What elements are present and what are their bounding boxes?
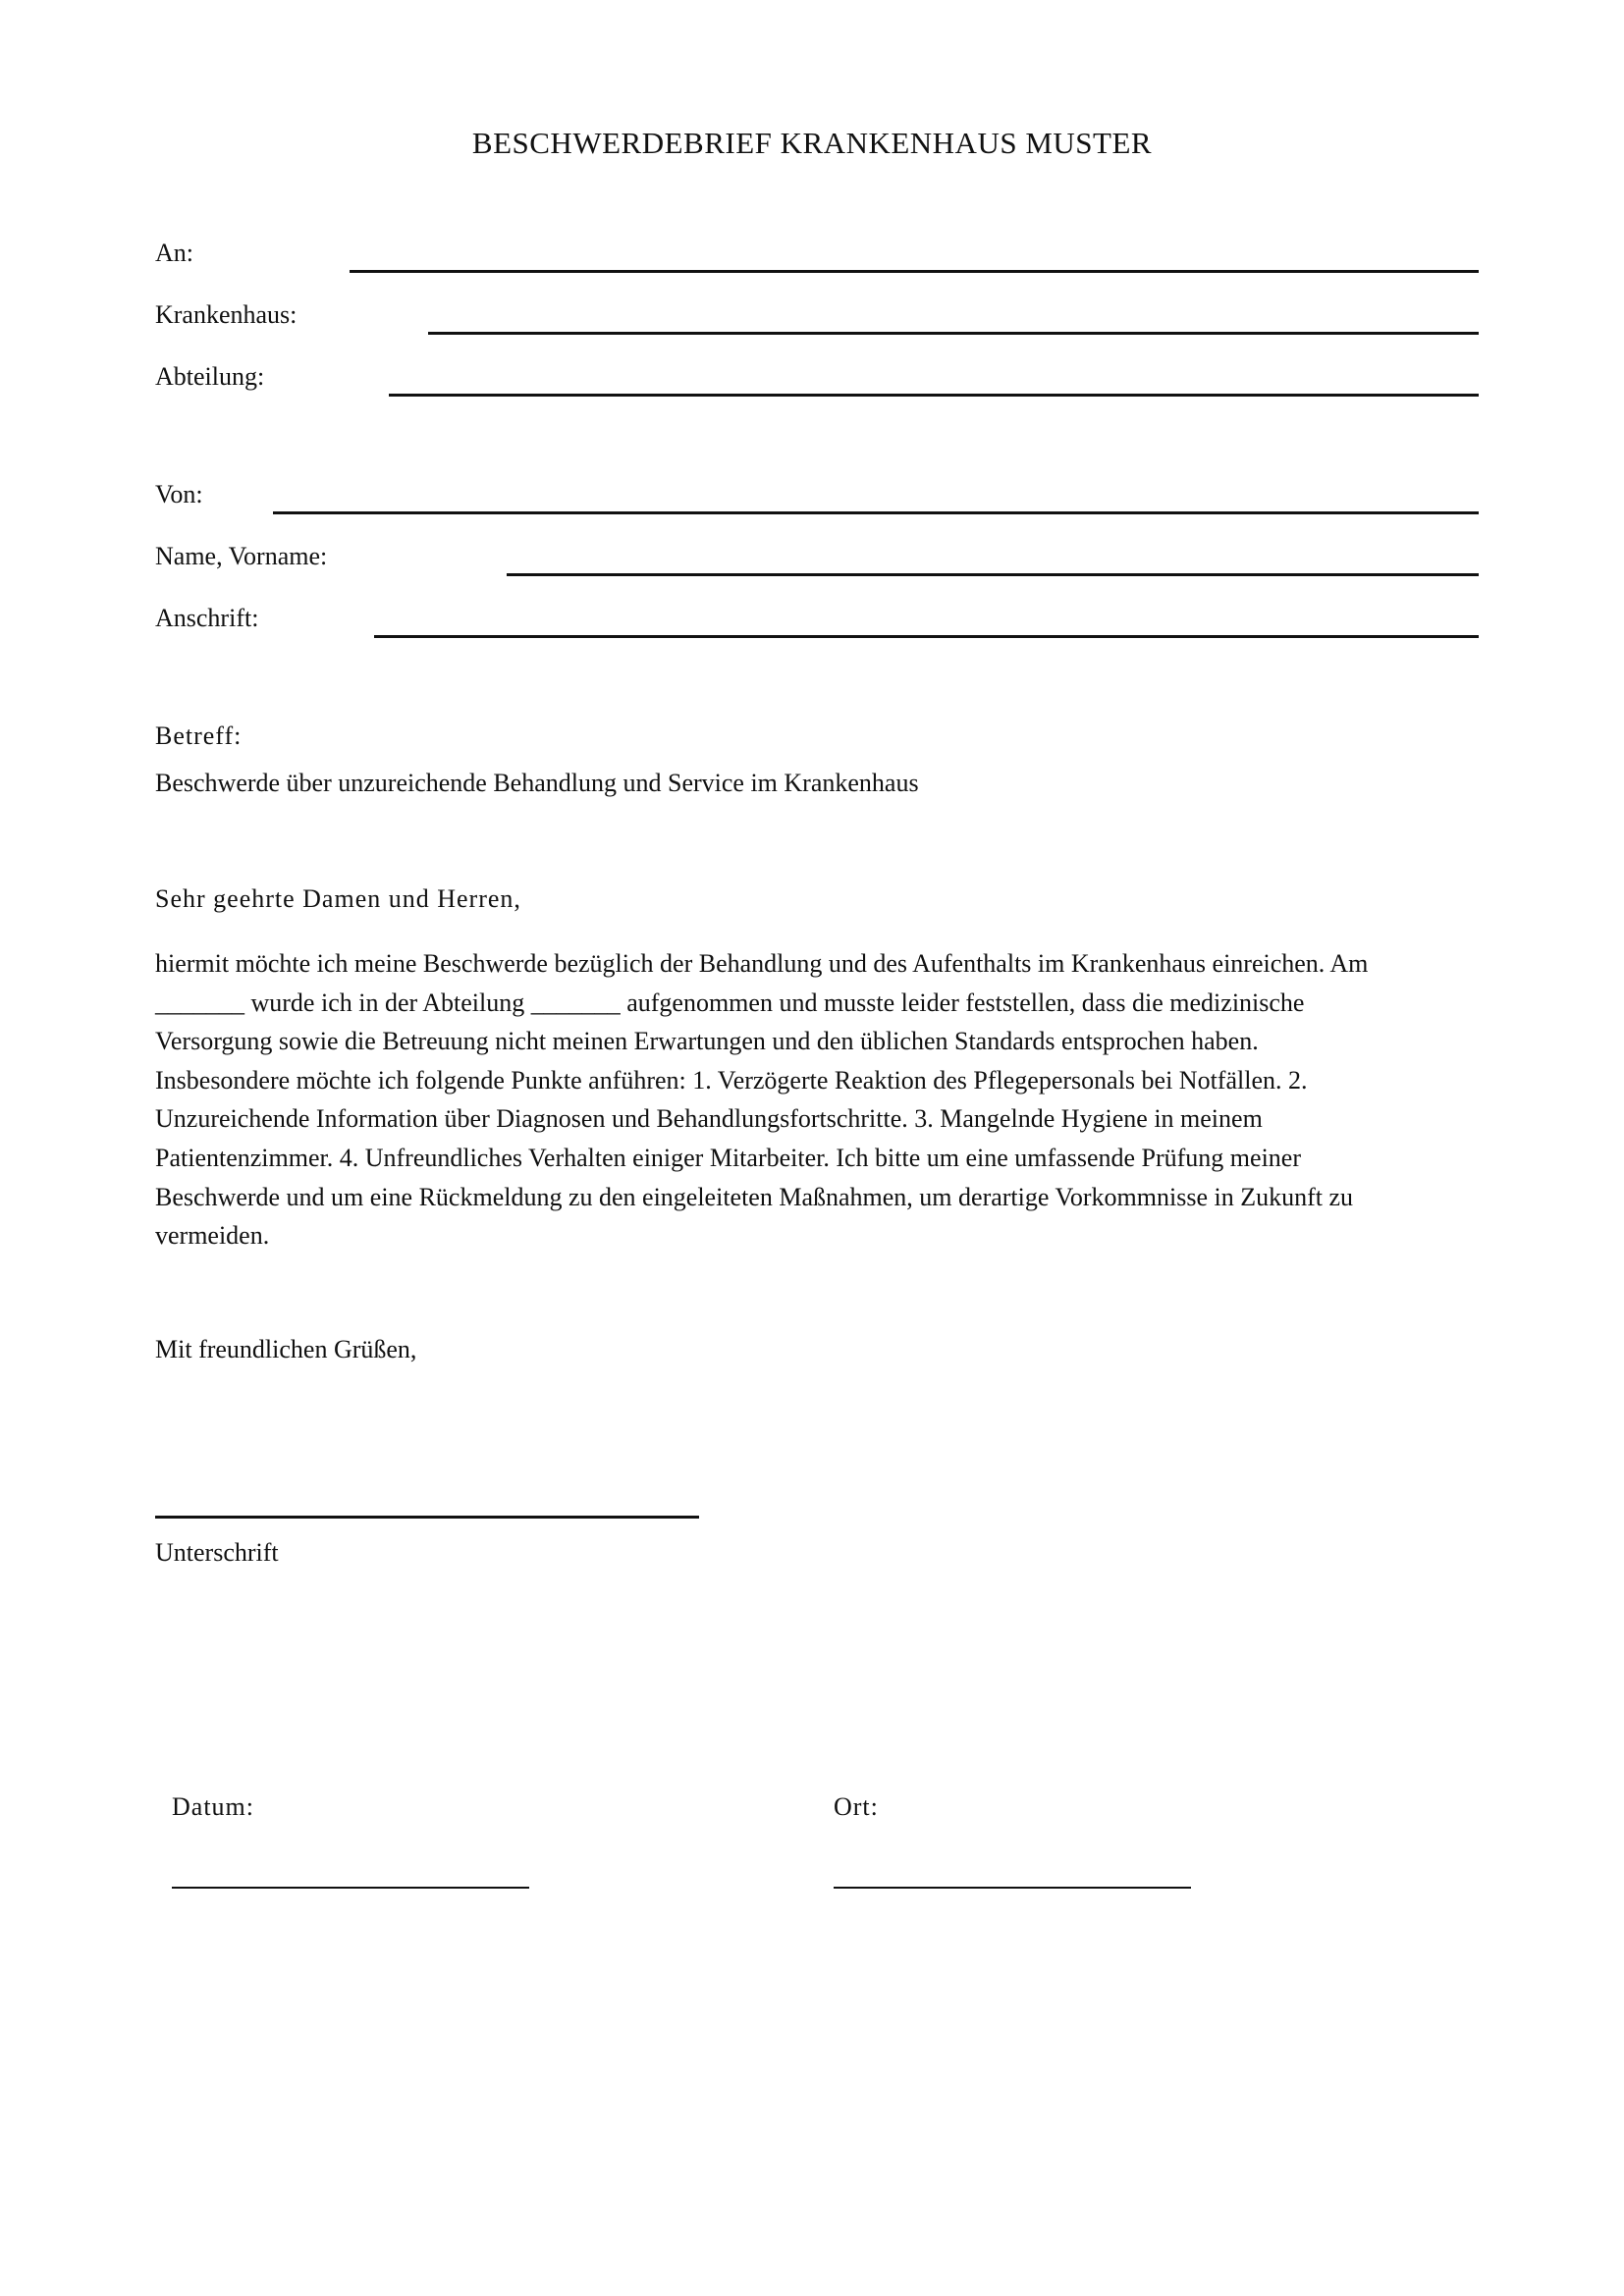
body-line: hiermit möchte ich meine Beschwerde bezüglich der Behandlung und des Aufenthalts im Krankenhaus einreichen. Am xyxy=(155,949,1369,978)
place-blank[interactable] xyxy=(834,1887,1191,1889)
subject-text: Beschwerde über unzureichende Behandlung und Service im Krankenhaus xyxy=(155,769,919,797)
field-line-abteilung[interactable] xyxy=(389,394,1479,397)
field-label-abteilung: Abteilung: xyxy=(155,362,265,391)
body-line: Beschwerde und um eine Rückmeldung zu den eingeleiteten Maßnahmen, um derartige Vorkommnisse in Zukunft zu xyxy=(155,1182,1354,1211)
body-line: _______ wurde ich in der Abteilung _______ aufgenommen und musste leider feststellen, dass die medizinische xyxy=(155,988,1305,1017)
signature-label: Unterschrift xyxy=(155,1538,279,1567)
field-label-krankenhaus: Krankenhaus: xyxy=(155,300,298,329)
body-line: Patientenzimmer. 4. Unfreundliches Verhalten einiger Mitarbeiter. Ich bitte um eine umfassende Prüfung meiner xyxy=(155,1143,1301,1172)
field-line-name-vorname[interactable] xyxy=(507,573,1479,576)
field-line-von[interactable] xyxy=(273,511,1479,514)
body-line: Insbesondere möchte ich folgende Punkte anführen: 1. Verzögerte Reaktion des Pflegepersonals bei Notfällen. 2. xyxy=(155,1065,1308,1095)
salutation: Sehr geehrte Damen und Herren, xyxy=(155,884,521,913)
date-label: Datum: xyxy=(172,1792,254,1821)
date-blank[interactable] xyxy=(172,1887,529,1889)
place-label: Ort: xyxy=(834,1792,879,1821)
body-line: Versorgung sowie die Betreuung nicht meinen Erwartungen und den üblichen Standards entsprochen haben. xyxy=(155,1027,1259,1056)
field-label-von: Von: xyxy=(155,480,203,508)
body-line: Unzureichende Information über Diagnosen und Behandlungsfortschritte. 3. Mangelnde Hygiene in meinem xyxy=(155,1104,1263,1134)
closing: Mit freundlichen Grüßen, xyxy=(155,1335,417,1363)
field-line-an[interactable] xyxy=(350,270,1479,273)
field-label-anschrift: Anschrift: xyxy=(155,604,259,632)
document-title: BESCHWERDEBRIEF KRANKENHAUS MUSTER xyxy=(471,126,1153,160)
signature-line[interactable] xyxy=(155,1516,699,1519)
field-line-krankenhaus[interactable] xyxy=(428,332,1479,335)
subject-label: Betreff: xyxy=(155,721,243,750)
field-label-an: An: xyxy=(155,239,193,267)
body-line: vermeiden. xyxy=(155,1221,270,1251)
field-line-anschrift[interactable] xyxy=(374,635,1479,638)
letter-body xyxy=(155,944,1490,1255)
field-label-name-vorname: Name, Vorname: xyxy=(155,542,328,570)
